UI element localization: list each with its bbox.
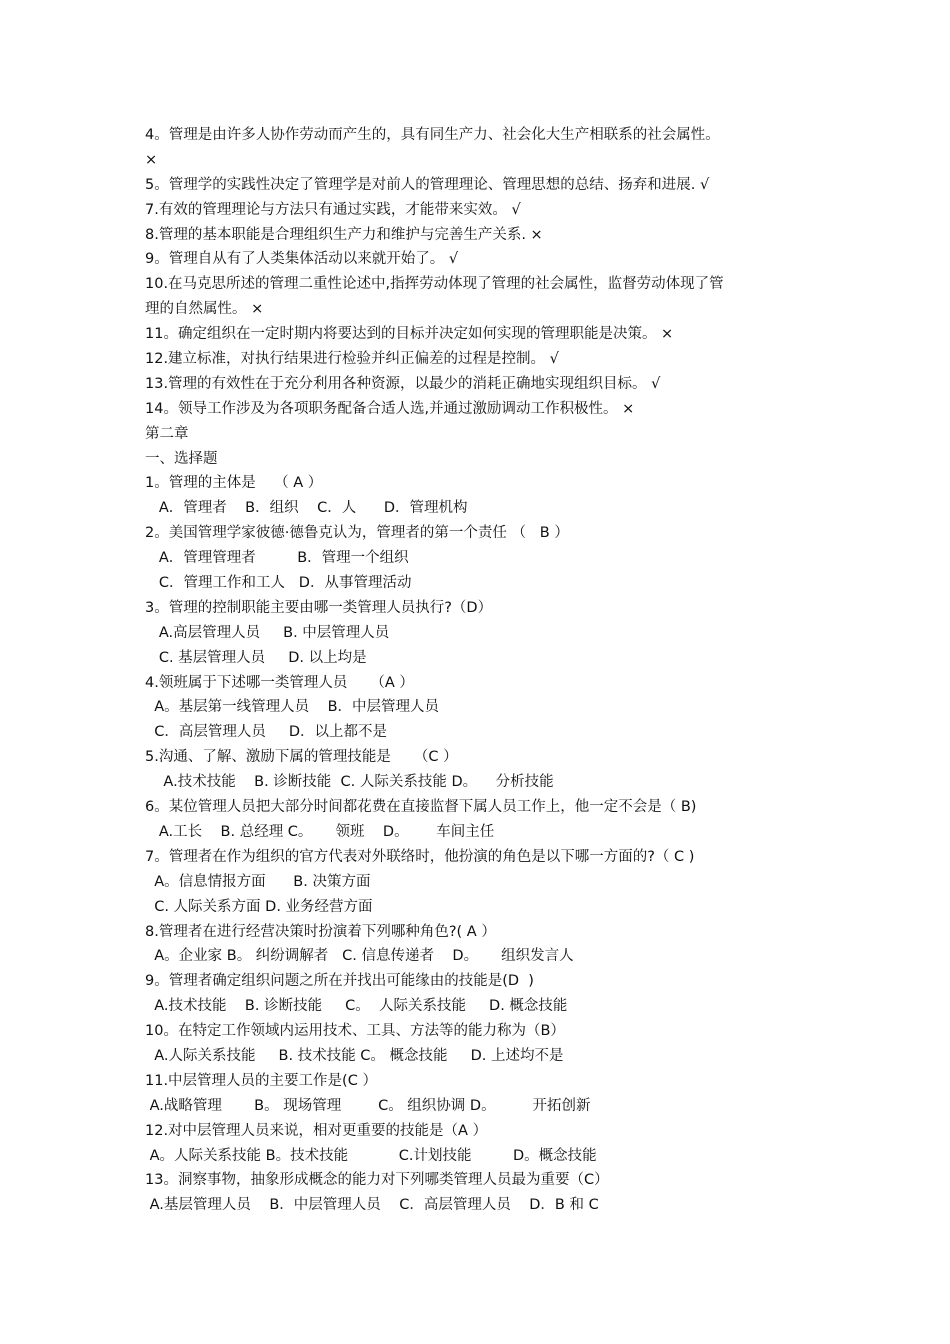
text-line: A。企业家 B。 纠纷调解者 C. 信息传递者 D。 组织发言人 [145, 948, 574, 965]
text-line: 10。在特定工作领域内运用技术、工具、方法等的能力称为（B） [145, 1023, 565, 1040]
text-line: A.基层管理人员 B．中层管理人员 C．高层管理人员 D．B 和 C [145, 1197, 599, 1214]
text-line: A.工长 B. 总经理 C。 领班 D。 车间主任 [145, 823, 495, 840]
text-line: 13。洞察事物，抽象形成概念的能力对下列哪类管理人员最为重要（C） [145, 1172, 609, 1189]
text-line: 4。管理是由许多人协作劳动而产生的，具有同生产力、社会化大生产相联系的社会属性。 [145, 127, 720, 143]
text-line: 4.领班属于下述哪一类管理人员 （A ） [145, 674, 414, 691]
text-line: A．管理者 B．组织 C．人 D．管理机构 [145, 500, 468, 517]
text-line: × [145, 151, 158, 168]
text-line: C. 基层管理人员 D. 以上均是 [145, 649, 367, 666]
text-line: A.技术技能 B. 诊断技能 C。 人际关系技能 D. 概念技能 [145, 998, 568, 1015]
text-line: 理的自然属性。 × [145, 301, 264, 318]
text-line: C．高层管理人员 D．以上都不是 [145, 724, 388, 741]
text-line: A.高层管理人员 B. 中层管理人员 [145, 624, 390, 641]
text-line: 6。某位管理人员把大部分时间都花费在直接监督下属人员工作上，他一定不会是（ B) [145, 799, 697, 816]
text-line: 11.中层管理人员的主要工作是(C ） [145, 1072, 377, 1089]
text-line: 7.有效的管理理论与方法只有通过实践，才能带来实效。 √ [145, 201, 521, 218]
text-line: 8.管理的基本职能是合理组织生产力和维护与完善生产关系. × [145, 226, 543, 243]
text-line: C. 人际关系方面 D. 业务经营方面 [145, 898, 373, 915]
text-line: 1。管理的主体是 （ A ） [145, 475, 323, 492]
text-line: A.战略管理 B。 现场管理 C。 组织协调 D。 开拓创新 [145, 1097, 591, 1114]
text-line: A。人际关系技能 B。技术技能 C.计划技能 D。概念技能 [145, 1147, 597, 1164]
text-line: 10.在马克思所述的管理二重性论述中,指挥劳动体现了管理的社会属性，监督劳动体现了管 [145, 276, 724, 293]
text-line: A.人际关系技能 B. 技术技能 C。 概念技能 D. 上述均不是 [145, 1047, 564, 1064]
text-line: 14。领导工作涉及为各项职务配备合适人选,并通过激励调动工作积极性。 × [145, 400, 635, 417]
text-line: 9。管理者确定组织问题之所在并找出可能缘由的技能是(D ) [145, 973, 534, 990]
text-line: 12.对中层管理人员来说，相对更重要的技能是（A ） [145, 1122, 488, 1139]
text-line: 5.沟通、了解、激励下属的管理技能是 （C ） [145, 749, 458, 766]
text-line: 5。管理学的实践性决定了管理学是对前人的管理理论、管理思想的总结、扬弃和进展. √ [145, 176, 710, 193]
text-line: A。信息情报方面 B. 决策方面 [145, 873, 371, 890]
text-line: 8.管理者在进行经营决策时扮演着下列哪种角色?( A ） [145, 923, 496, 940]
text-line: A．管理管理者 B．管理一个组织 [145, 550, 409, 567]
text-line: 3。管理的控制职能主要由哪一类管理人员执行?（D） [145, 599, 493, 616]
text-line: 9。管理自从有了人类集体活动以来就开始了。 √ [145, 251, 459, 268]
text-line: 11。确定组织在一定时期内将要达到的目标并决定如何实现的管理职能是决策。 × [145, 326, 674, 343]
text-line: 13.管理的有效性在于充分利用各种资源，以最少的消耗正确地实现组织目标。 √ [145, 375, 661, 392]
text-line: 一、选择题 [145, 450, 218, 467]
document-body [145, 123, 815, 1218]
text-line: C．管理工作和工人 D．从事管理活动 [145, 575, 412, 592]
text-line: 第二章 [145, 425, 189, 442]
text-line: 2。美国管理学家彼德·德鲁克认为，管理者的第一个责任 （ B ） [145, 525, 569, 542]
text-line: A。基层第一线管理人员 B．中层管理人员 [145, 699, 440, 716]
text-line: A.技术技能 B. 诊断技能 C. 人际关系技能 D。 分析技能 [145, 774, 554, 791]
text-line: 12.建立标准，对执行结果进行检验并纠正偏差的过程是控制。 √ [145, 351, 559, 368]
text-line: 7。管理者在作为组织的官方代表对外联络时，他扮演的角色是以下哪一方面的?（ C ) [145, 848, 695, 865]
